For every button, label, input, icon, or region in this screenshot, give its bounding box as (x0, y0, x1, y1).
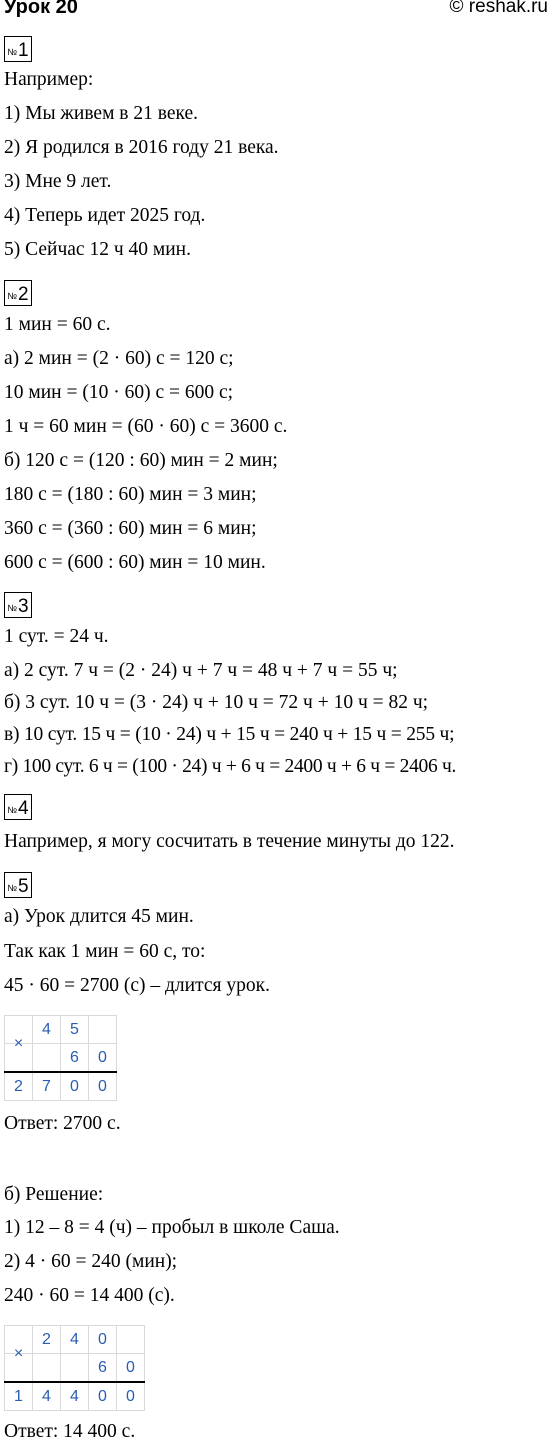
grid-cell: 0 (117, 1354, 145, 1383)
task5-answer-b: Ответ: 14 400 с. (4, 1421, 136, 1442)
grid-cell: 4 (61, 1326, 89, 1354)
grid-cell: 2 (5, 1072, 33, 1101)
grid-cell: 0 (89, 1326, 117, 1354)
grid-cell: 0 (61, 1072, 89, 1101)
task2-line: 1 мин = 60 с. (4, 314, 111, 335)
grid-cell: 5 (61, 1016, 89, 1044)
task3-line: а) 2 сут. 7 ч = (2 · 24) ч + 7 ч = 48 ч + 7 ч = 55 ч; (4, 660, 398, 681)
task5-answer-a: Ответ: 2700 с. (4, 1113, 121, 1134)
task4-line: Например, я могу сосчитать в течение минуты до 122. (4, 831, 455, 852)
grid-cell: 6 (61, 1044, 89, 1073)
task2-line: 600 с = (600 : 60) мин = 10 мин. (4, 552, 266, 573)
task1-line: 2) Я родился в 2016 году 21 века. (4, 137, 279, 158)
multiplication-45x60 (4, 1015, 117, 1101)
grid-cell (61, 1354, 89, 1383)
task5-line: б) Решение: (4, 1184, 104, 1205)
grid-cell (33, 1354, 61, 1383)
grid-cell: 6 (89, 1354, 117, 1383)
task2-line: 360 с = (360 : 60) мин = 6 мин; (4, 518, 257, 539)
grid-cell: 4 (33, 1016, 61, 1044)
grid-cell: 4 (61, 1382, 89, 1411)
multiplication-240x60 (4, 1325, 145, 1411)
page-header (0, 0, 554, 26)
task2-line: 180 с = (180 : 60) мин = 3 мин; (4, 484, 257, 505)
task-number-1: № 1 (4, 36, 32, 62)
task5-line: 1) 12 – 8 = 4 (ч) – пробыл в школе Саша. (4, 1217, 340, 1238)
task1-line: 3) Мне 9 лет. (4, 171, 112, 192)
grid-cell: 2 (33, 1326, 61, 1354)
grid-cell: 4 (33, 1382, 61, 1411)
task2-line: 10 мин = (10 · 60) с = 600 с; (4, 382, 234, 403)
task3-line: б) 3 сут. 10 ч = (3 · 24) ч + 10 ч = 72 ч + 10 ч = 82 ч; (4, 692, 429, 713)
grid-cell (117, 1326, 145, 1354)
task5-line: а) Урок длится 45 мин. (4, 906, 194, 927)
grid-cell: 0 (89, 1044, 117, 1073)
task5-line: Так как 1 мин = 60 с, то: (4, 941, 206, 962)
task1-line: 5) Сейчас 12 ч 40 мин. (4, 239, 191, 260)
task-number-2: № 2 (4, 280, 32, 306)
task5-line: 2) 4 · 60 = 240 (мин); (4, 1251, 178, 1272)
task5-line: 240 · 60 = 14 400 (с). (4, 1285, 175, 1306)
task-number-5: № 5 (4, 872, 32, 898)
task3-line: г) 100 сут. 6 ч = (100 · 24) ч + 6 ч = 2400 ч + 6 ч = 2406 ч. (4, 756, 457, 777)
task1-line: 4) Теперь идет 2025 год. (4, 205, 206, 226)
grid-cell: 1 (5, 1382, 33, 1411)
site-credit: © reshak.ru (449, 0, 548, 17)
task1-line: Например: (4, 69, 94, 90)
grid-cell: 0 (89, 1382, 117, 1411)
task-number-3: № 3 (4, 592, 32, 618)
task3-line: в) 10 сут. 15 ч = (10 · 24) ч + 15 ч = 240 ч + 15 ч = 255 ч; (4, 724, 455, 745)
task3-line: 1 сут. = 24 ч. (4, 626, 109, 647)
grid-cell: 7 (33, 1072, 61, 1101)
multiply-sign: × (5, 1340, 33, 1369)
grid-cell (89, 1016, 117, 1044)
grid-cell: 0 (89, 1072, 117, 1101)
task2-line: 1 ч = 60 мин = (60 · 60) с = 3600 с. (4, 416, 288, 437)
lesson-title: Урок 20 (4, 0, 78, 18)
grid-cell (33, 1044, 61, 1073)
task5-line: 45 · 60 = 2700 (с) – длится урок. (4, 975, 270, 996)
task1-line: 1) Мы живем в 21 веке. (4, 103, 199, 124)
task2-line: б) 120 с = (120 : 60) мин = 2 мин; (4, 450, 278, 471)
task2-line: а) 2 мин = (2 · 60) с = 120 с; (4, 348, 234, 369)
task-number-4: № 4 (4, 794, 32, 820)
grid-cell: 0 (117, 1382, 145, 1411)
multiply-sign: × (5, 1030, 33, 1059)
